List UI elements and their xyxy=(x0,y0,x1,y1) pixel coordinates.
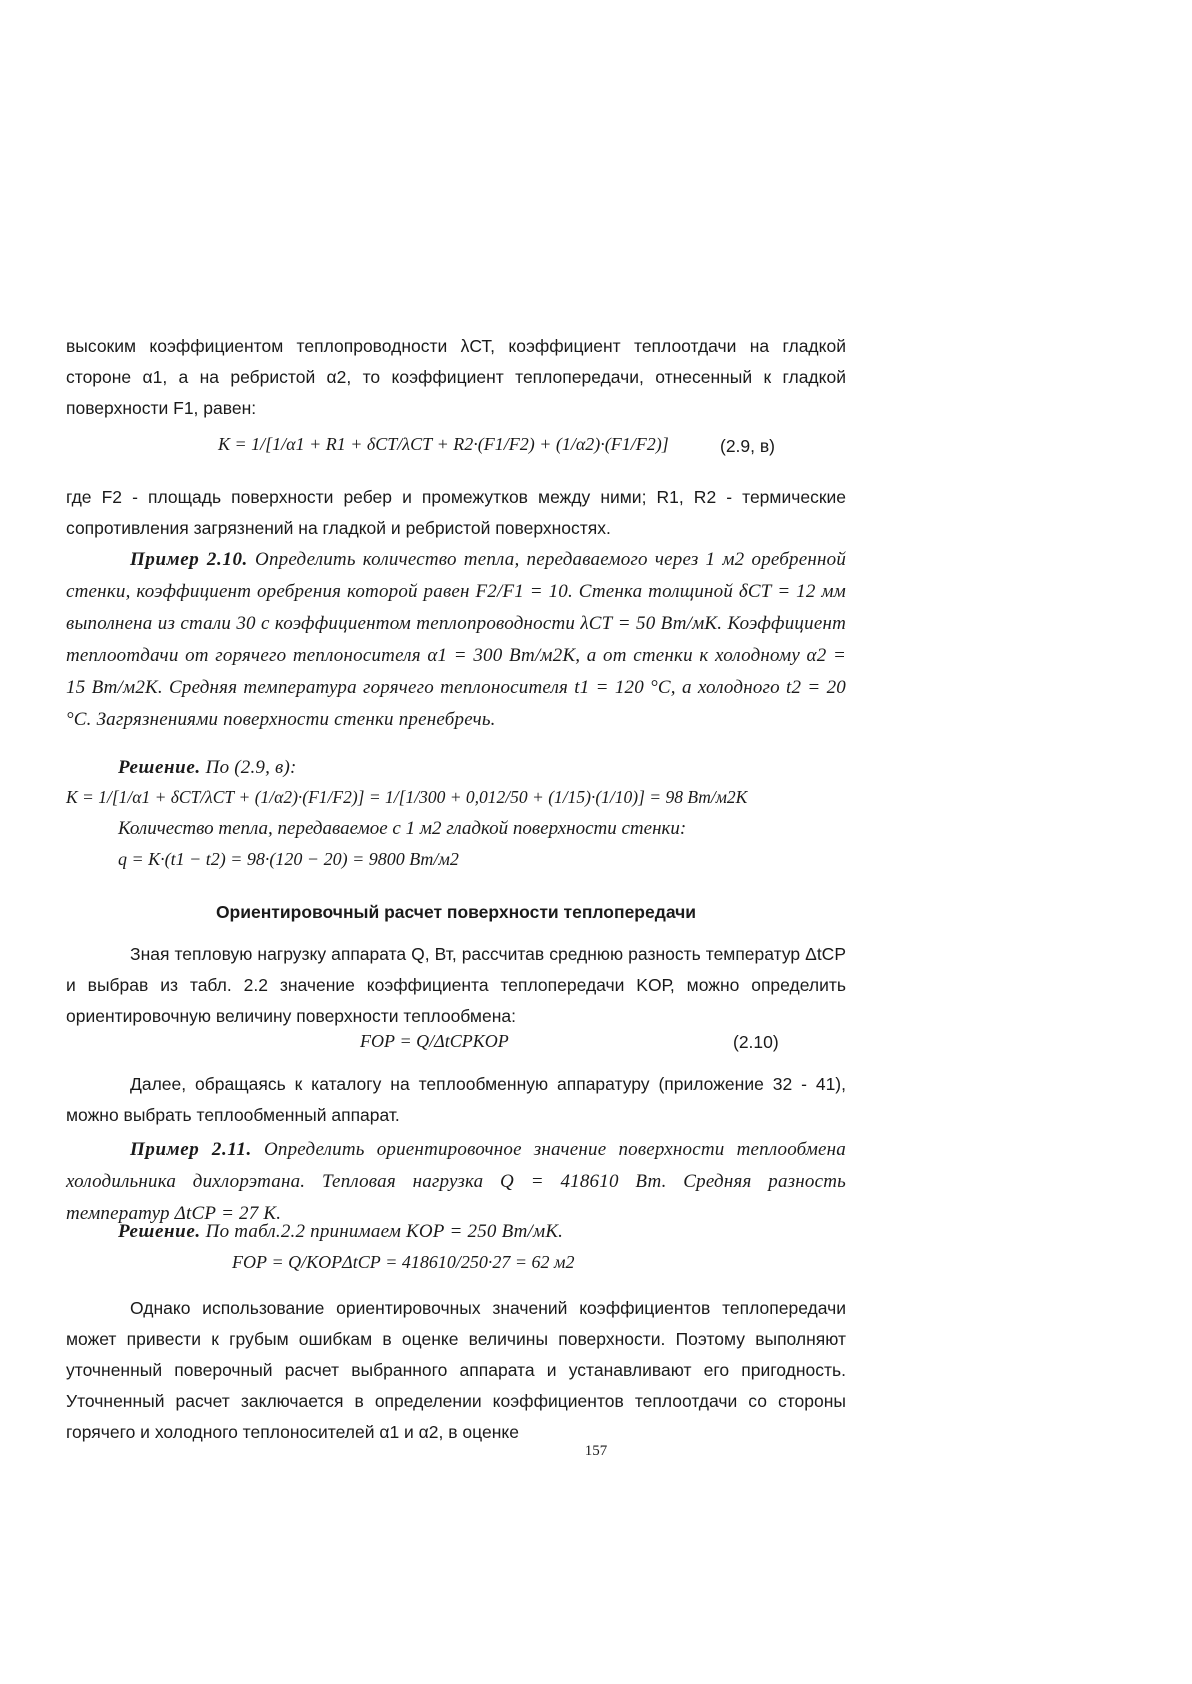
equation-2-9v: K = 1/[1/α1 + R1 + δСТ/λСТ + R2·(F1/F2) + (1/α2)·(F1/F2)] xyxy=(218,434,669,454)
refined-text: Однако использование ориентировочных значений коэффициентов теплопередачи может привести к грубым ошибкам в оценке величины поверхности. Поэтому выполняют уточненный поверочный расчет выбранного аппарата и устанавливают его пригодность. Уточненный расчет заключается в определении коэффициентов теплоотдачи со стороны горячего и холодного теплоносителей α1 и α2, в оценке xyxy=(66,1298,846,1442)
paragraph-intro xyxy=(66,331,846,424)
where-text: где F2 - площадь поверхности ребер и промежутков между ними; R1, R2 - термические сопротивления загрязнений на гладкой и ребристой поверхностях. xyxy=(66,487,846,538)
example-2-10-label: Пример 2.10. xyxy=(130,549,248,570)
paragraph-catalog xyxy=(66,1069,846,1131)
intro-text: высоким коэффициентом теплопроводности λСТ, коэффициент теплоотдачи на гладкой стороне α1, а на ребристой α2, то коэффициент теплопередачи, отнесенный к гладкой поверхности F1, равен: xyxy=(66,336,846,418)
heat-quantity-line: Количество тепла, передаваемое с 1 м2 гладкой поверхности стенки: xyxy=(118,818,687,839)
paragraph-refined xyxy=(66,1293,846,1448)
section-heading: Ориентировочный расчет поверхности теплопередачи xyxy=(215,902,697,922)
equation-2-9v-number: (2.9, в) xyxy=(720,436,776,456)
equation-q: q = K·(t1 − t2) = 98·(120 − 20) = 9800 Вт/м2 xyxy=(118,849,459,869)
solution-2-11 xyxy=(66,1216,846,1248)
equation-solution-2-10: K = 1/[1/α1 + δСТ/λСТ + (1/α2)·(F1/F2)] = 1/[1/300 + 0,012/50 + (1/15)·(1/10)] = 98 Вт/м2К xyxy=(66,787,748,807)
example-2-11-text: Определить ориентировочное значение поверхности теплообмена холодильника дихлорэтана. Тепловая нагрузка Q = 418610 Вт. Средняя разность температур ΔtСР = 27 К. xyxy=(66,1139,847,1224)
page-number: 157 xyxy=(584,1443,608,1459)
paragraph-approx xyxy=(66,939,846,1032)
solution-2-11-label: Решение. xyxy=(118,1221,201,1242)
solution-2-10 xyxy=(66,752,846,784)
equation-2-10-number: (2.10) xyxy=(733,1032,779,1052)
example-2-10-text: Определить количество тепла, передаваемого через 1 м2 оребренной стенки, коэффициент оребрения которой равен F2/F1 = 10. Стенка толщиной δСТ = 12 мм выполнена из стали 30 с коэффициентом теплопроводности λСТ = 50 Вт/мК. Коэффициент теплоотдачи от горячего теплоносителя α1 = 300 Вт/м2К, а от стенки к холодному α2 = 15 Вт/м2К. Средняя температура горячего теплоносителя t1 = 120 °С, а холодного t2 = 20 °С. Загрязнениями поверхности стенки пренебречь. xyxy=(66,549,847,730)
solution-2-10-label: Решение. xyxy=(118,757,201,778)
solution-2-11-text: По табл.2.2 принимаем KОР = 250 Вт/мК. xyxy=(205,1221,564,1242)
equation-2-10: FОР = Q/ΔtСРKОР xyxy=(360,1031,509,1051)
example-2-11-label: Пример 2.11. xyxy=(130,1139,252,1160)
paragraph-where xyxy=(66,482,846,544)
catalog-text: Далее, обращаясь к каталогу на теплообменную аппаратуру (приложение 32 - 41), можно выбрать теплообменный аппарат. xyxy=(66,1074,846,1125)
example-2-10 xyxy=(66,544,846,736)
equation-solution-2-11: FОР = Q/KОРΔtСР = 418610/250·27 = 62 м2 xyxy=(232,1252,575,1272)
approx-text: Зная тепловую нагрузку аппарата Q, Вт, рассчитав среднюю разность температур ΔtСР и выбрав из табл. 2.2 значение коэффициента теплопередачи KОР, можно определить ориентировочную величину поверхности теплообмена: xyxy=(66,944,846,1026)
solution-2-10-text: По (2.9, в): xyxy=(205,757,297,778)
